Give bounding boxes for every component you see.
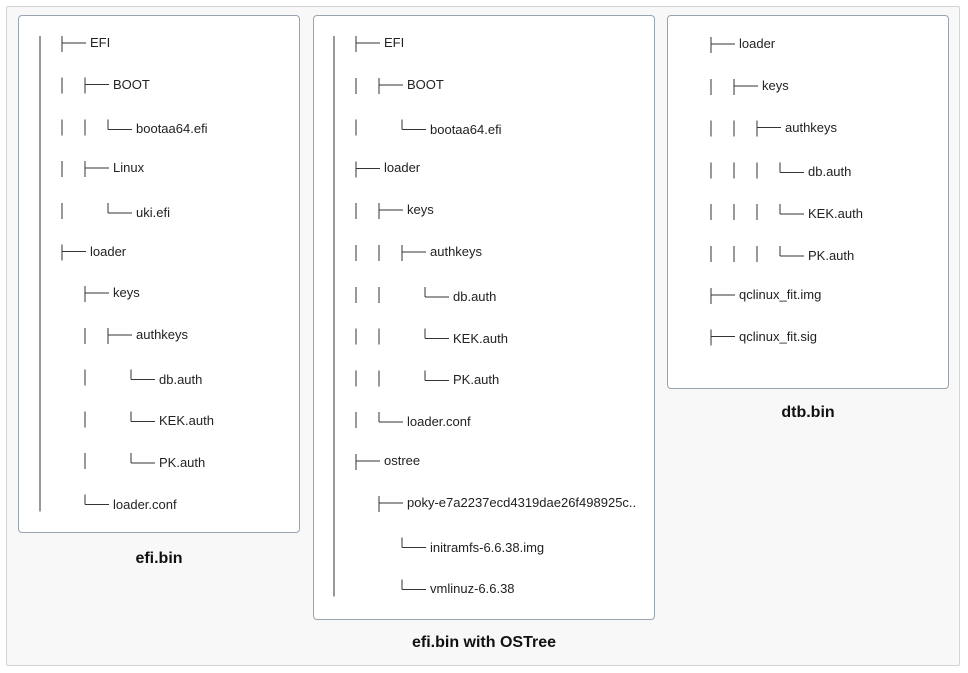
tree-node-label: initramfs-6.6.38.img: [430, 539, 545, 555]
tree-node-label: db.auth: [159, 371, 203, 387]
tree-node-label: db.auth: [808, 164, 852, 180]
tree-node-label: loader.conf: [407, 414, 471, 430]
tree-node-label: authkeys: [136, 326, 189, 342]
efi-bin-ostree-caption: efi.bin with OSTree: [411, 634, 557, 651]
tree-node-label: qclinux_fit.sig: [739, 328, 818, 344]
tree-node-label: PK.auth: [453, 372, 500, 388]
tree-node-label: bootaa64.efi: [430, 121, 502, 137]
tree-node-label: ostree: [384, 453, 421, 468]
tree-node-label: KEK.auth: [159, 413, 214, 429]
tree-node-label: bootaa64.efi: [136, 121, 208, 137]
tree-node-label: BOOT: [113, 76, 150, 92]
efi-bin-caption: efi.bin: [135, 550, 183, 567]
tree-node-label: loader: [90, 243, 127, 259]
tree-node-label: authkeys: [430, 244, 483, 259]
tree-node-label: loader: [384, 160, 421, 176]
tree-node-label: db.auth: [453, 288, 497, 304]
efi-bin-panel: [18, 15, 300, 533]
tree-node-label: EFI: [90, 35, 111, 50]
tree-node-label: loader: [739, 36, 776, 51]
tree-node-label: EFI: [384, 35, 405, 50]
tree-node-label: qclinux_fit.img: [739, 286, 822, 302]
tree-node-label: BOOT: [407, 76, 444, 92]
tree-node-label: keys: [407, 202, 434, 218]
tree-node-label: PK.auth: [159, 455, 206, 470]
tree-node-label: KEK.auth: [808, 206, 863, 222]
efi-bin-ostree-tree: [314, 16, 654, 619]
tree-node-label: loader.conf: [113, 496, 177, 512]
tree-node-label: KEK.auth: [453, 330, 508, 346]
tree-node-label: vmlinuz-6.6.38: [430, 581, 515, 597]
efi-bin-ostree-panel: [313, 15, 655, 620]
tree-node-label: PK.auth: [808, 248, 855, 263]
tree-node-label: poky-e7a2237ecd4319dae26f498925c..: [407, 494, 637, 510]
tree-node-label: authkeys: [785, 119, 838, 135]
dtb-bin-panel: [667, 15, 949, 389]
tree-node-label: keys: [113, 285, 140, 301]
tree-node-label: keys: [762, 77, 789, 93]
tree-node-label: uki.efi: [136, 204, 170, 220]
dtb-bin-caption: dtb.bin: [781, 404, 835, 421]
tree-node-label: Linux: [113, 160, 145, 176]
